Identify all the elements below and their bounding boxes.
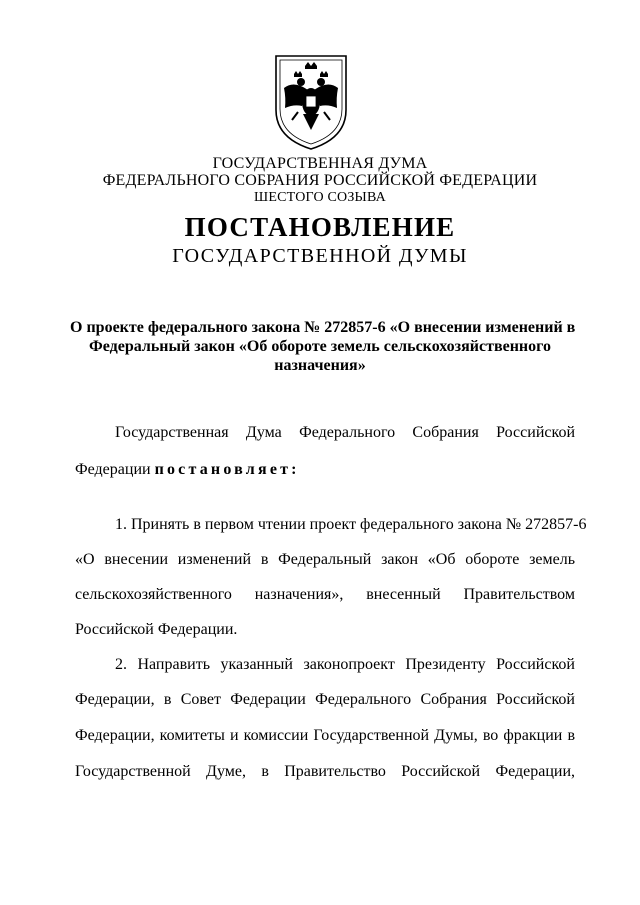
- intro-line: Государственная Дума Федерального Собрания Российской: [115, 424, 575, 441]
- paragraph-2-line: Государственной Думе, в Правительство Российской Федерации,: [75, 763, 575, 780]
- org-name-line1: ГОСУДАРСТВЕННАЯ ДУМА: [212, 155, 428, 172]
- paragraph-2-line: Федерации, комитеты и комиссии Государственной Думы, во фракции в: [75, 727, 575, 744]
- org-name-line2: ФЕДЕРАЛЬНОГО СОБРАНИЯ РОССИЙСКОЙ ФЕДЕРАЦИИ: [102, 172, 538, 189]
- paragraph-1-line: «О внесении изменений в Федеральный закон «Об обороте земель: [75, 551, 575, 568]
- document-title: ПОСТАНОВЛЕНИЕ: [184, 212, 456, 242]
- resolution-verb: постановляет:: [154, 461, 300, 478]
- paragraph-1-line: Российской Федерации.: [75, 621, 238, 638]
- document-subject: [70, 318, 576, 375]
- paragraph-1-line: 1. Принять в первом чтении проект федерального закона № 272857-6: [115, 516, 587, 533]
- document-subtitle: ГОСУДАРСТВЕННОЙ ДУМЫ: [172, 245, 468, 267]
- intro-text: Федерации: [75, 461, 155, 478]
- intro-line: [75, 460, 575, 480]
- paragraph-2-line: 2. Направить указанный законопроект Президенту Российской: [115, 656, 575, 673]
- paragraph-2-line: Федерации, в Совет Федерации Федерального Собрания Российской: [75, 691, 575, 708]
- subject-line: назначения»: [274, 357, 366, 374]
- state-emblem-icon: [272, 52, 350, 152]
- convocation-label: ШЕСТОГО СОЗЫВА: [254, 190, 386, 205]
- paragraph-1-line: сельскохозяйственного назначения», внесенный Правительством: [75, 586, 575, 603]
- subject-line: Федеральный закон «Об обороте земель сельскохозяйственного: [89, 338, 551, 355]
- subject-line: О проекте федерального закона № 272857-6 «О внесении изменений в: [70, 319, 576, 336]
